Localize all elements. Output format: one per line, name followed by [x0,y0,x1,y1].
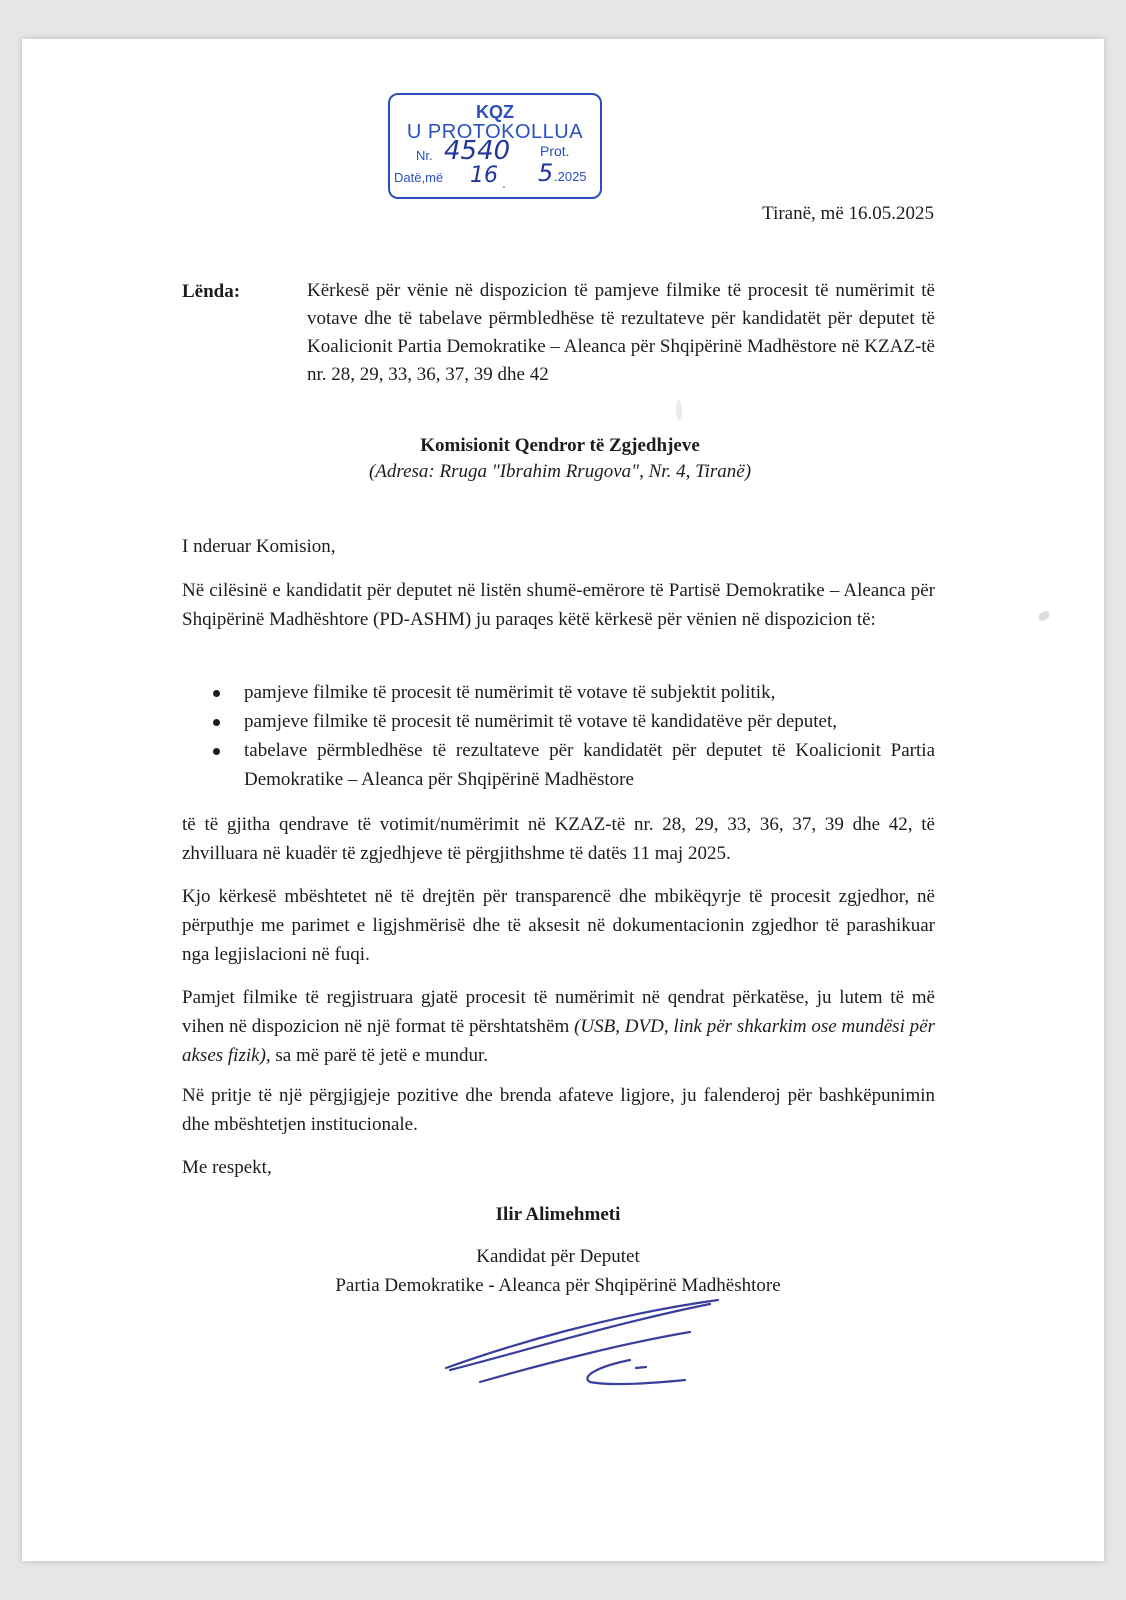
body-paragraph: të të gjitha qendrave të votimit/numërimit në KZAZ-të nr. 28, 29, 33, 36, 37, 39 dhe 42, të zhvilluara në kuadër të zgjedhjeve të përgjithshme të datës 11 maj 2025. [182,814,935,864]
body-paragraph: Në pritje të një përgjigjeje pozitive dhe brenda afateve ligjore, ju falenderoj për bashkëpunimin dhe mbështetjen institucionale. [182,1085,935,1135]
registration-stamp [388,93,602,199]
bullet-icon [213,690,220,697]
stamp-month-value: 5 [538,159,554,187]
list-item [213,707,935,736]
closing: Me respekt, [182,1157,272,1178]
request-list [213,678,935,794]
signer-name: Ilir Alimehmeti [495,1204,621,1225]
document-date: Tiranë, më 16.05.2025 [762,203,934,224]
stamp-date-label: Datë,më [394,170,444,185]
signer-role: Kandidat për Deputet [476,1246,640,1267]
stamp-day-value: 16 [470,163,498,188]
stamp-org: KQZ [476,102,514,122]
stamp-year: .2025 [554,169,587,184]
greeting: I nderuar Komision, [182,536,336,557]
paper-smudge [676,400,682,420]
stamp-date-separator: . [502,175,506,191]
paragraph-text: Pamjet filmike të regjistruara gjatë procesit të numërimit në qendrat përkatëse, ju lutem të më vihen në dispozicion në një format të përshtatshëm [182,987,935,1037]
stamp-title: U PROTOKOLLUA [406,121,584,143]
subject-label: Lënda: [182,281,241,302]
stamp-prot-label: Prot. [540,143,570,159]
list-item [213,736,935,794]
recipient-address: (Adresa: Rruga "Ibrahim Rrugova", Nr. 4, Tiranë) [368,461,752,482]
signer-block [258,1200,858,1300]
paragraph-text: sa më parë të jetë e mundur. [270,1045,489,1066]
bullet-icon [213,719,220,726]
subject-text: Kërkesë për vënie në dispozicion të pamjeve filmike të procesit të numërimit të votave dhe të tabelave përmbledhëse të rezultateve për kandidatët për deputet të Koalicionit Partia Demokratike – Aleanca për Shqipërinë Madhëstore në KZAZ-të nr. 28, 29, 33, 36, 37, 39 dhe 42 [307,280,935,385]
paragraph-italic-text: (USB, DVD, link për shkarkim ose mundësi për akses fizik), [182,1016,935,1066]
list-item-text: pamjeve filmike të procesit të numërimit të votave të subjektit politik, [244,682,776,703]
recipient-block [180,433,940,485]
list-item-text: pamjeve filmike të procesit të numërimit të votave të kandidatëve për deputet, [244,711,837,732]
body-paragraph [182,983,935,1070]
bullet-icon [213,748,220,755]
stamp-nr-value: 4540 [444,136,511,166]
handwritten-signature [440,1290,740,1400]
list-item [213,678,935,707]
body-paragraph: Në cilësinë e kandidatit për deputet në listën shumë-emërore të Partisë Demokratike – Aleanca për Shqipërinë Madhështore (PD-ASHM) ju paraqes këtë kërkesë për vënien në dispozicion të: [182,580,935,630]
recipient-name: Komisionit Qendror të Zgjedhjeve [420,435,700,456]
list-item-text: tabelave përmbledhëse të rezultateve për kandidatët për deputet të Koalicionit Partia Demokratike – Aleanca për Shqipërinë Madhëstore [244,740,935,790]
stamp-nr-label: Nr. [416,148,433,163]
body-paragraph: Kjo kërkesë mbështetet në të drejtën për transparencë dhe mbikëqyrje të procesit zgjedhor, në përputhje me parimet e ligjshmërisë dhe të aksesit në dokumentacionin zgjedhor të parashikuar nga legjislacioni në fuqi. [182,886,935,965]
signer-party: Partia Demokratike - Aleanca për Shqipërinë Madhështore [335,1275,781,1296]
